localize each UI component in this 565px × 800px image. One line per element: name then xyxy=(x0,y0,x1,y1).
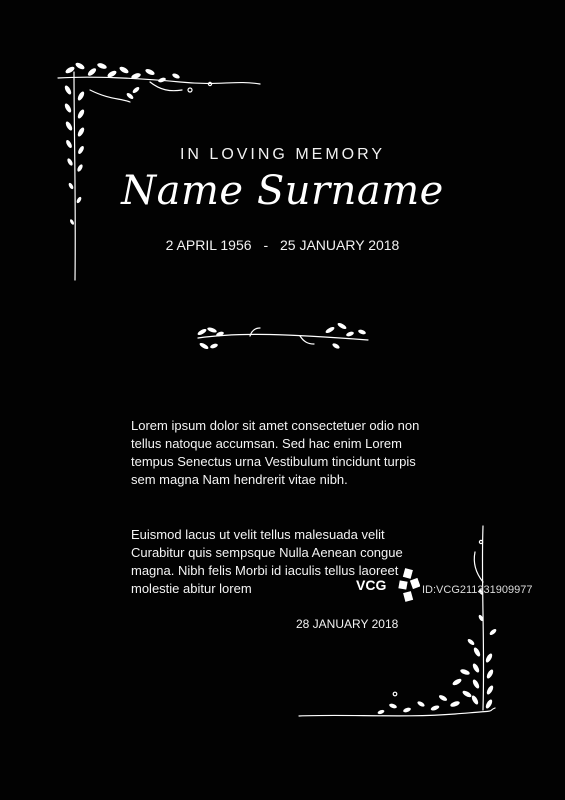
floral-corner-bottom-right-icon xyxy=(295,522,515,727)
date-separator: - xyxy=(263,237,269,253)
watermark-id: ID:VCG211331909977 xyxy=(422,584,533,596)
birth-date: 2 APRIL 1956 xyxy=(165,237,252,253)
watermark-logo-text: VCG xyxy=(356,577,387,593)
memorial-heading: IN LOVING MEMORY xyxy=(179,146,386,163)
deceased-name: Name Surname xyxy=(121,168,444,214)
death-date: 25 JANUARY 2018 xyxy=(280,237,400,253)
memorial-paragraph-2: Euismod lacus ut velit tellus malesuada velit Curabitur quis sempsque Nulla Aenean congue magna. Nibh felis Morbi id iaculis tellus laoreet molestie abitur lorem xyxy=(131,527,403,596)
life-dates xyxy=(0,237,565,253)
watermark xyxy=(356,565,556,605)
vcg-logo-icon xyxy=(396,567,420,603)
leaf-divider-icon xyxy=(190,316,375,358)
signature-date: 28 JANUARY 2018 xyxy=(296,617,399,631)
memorial-paragraph-1: Lorem ipsum dolor sit amet consectetuer odio non tellus natoque accumsan. Sed hac enim Lorem tempus Senectus urna Vestibulum tincidunt turpis sem magna Nam hendrerit vitae nibh. xyxy=(131,418,420,487)
